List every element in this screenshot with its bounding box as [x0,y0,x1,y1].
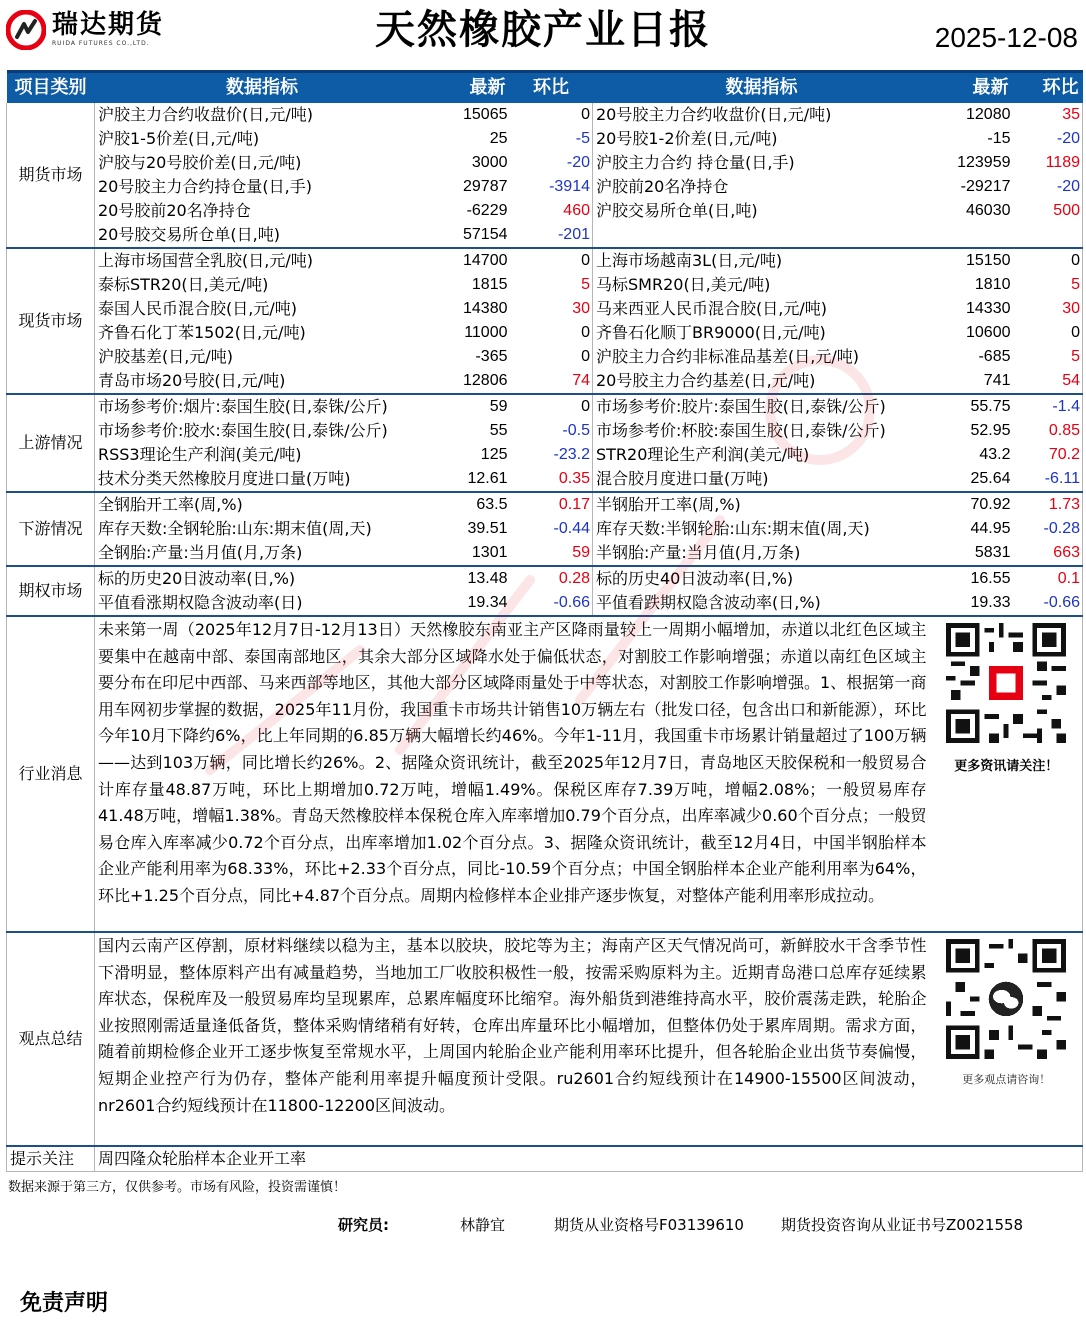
table-row [7,467,1083,492]
report-date: 2025-12-08 [934,22,1078,53]
latest-value-right: 16.55 [970,570,1011,587]
change-value-left: 30 [510,297,593,321]
indicator-name-right: 马来西亚人民币混合胶(日,元/吨) [596,299,827,318]
table-row [7,175,1083,199]
change-value-right: -6.11 [1013,467,1083,492]
change-value-left: 0 [510,248,593,273]
latest-value-right: 46030 [966,202,1011,219]
indicator-name-right: 沪胶前20名净持仓 [596,177,729,196]
indicator-name-left: 20号胶交易所仓单(日,吨) [95,223,430,248]
change-value-left: -23.2 [510,443,593,467]
change-value-right: 500 [1013,199,1083,223]
latest-value-left: 12806 [430,369,510,394]
latest-value-right: 44.95 [970,520,1011,537]
latest-value-right: 55.75 [970,398,1011,415]
indicator-name-left: 沪胶1-5价差(日,元/吨) [98,129,260,148]
table-header-row [7,72,1083,104]
researcher-name: 林静宜 [460,1216,506,1234]
latest-value-left: 125 [480,446,508,463]
latest-value-left: 15065 [463,106,508,123]
indicator-name-left: 20号胶前20名净持仓 [98,201,251,220]
wechat-qr-code-icon [946,939,1066,1059]
company-name-en: RUIDA FUTURES CO.,LTD. [52,40,150,47]
indicator-name-left: 泰标STR20(日,美元/吨) [98,275,269,294]
change-value-left: 0 [510,345,593,369]
table-row [7,103,1083,127]
change-value-right: 0.85 [1013,419,1083,443]
change-value-right: 5 [1013,273,1083,297]
latest-value-left: 11000 [464,324,508,341]
change-value-left: 0.17 [510,492,593,517]
indicator-name-right: 市场参考价:杯胶:泰国生胶(日,泰铢/公斤) [596,421,886,440]
indicator-name-right: 20号胶主力合约基差(日,元/吨) [593,369,931,394]
change-value-right: 70.2 [1013,443,1083,467]
indicator-name-right [593,223,931,248]
latest-value-left: 29787 [463,178,508,195]
latest-value-left: 25 [489,130,508,147]
header-indicator-right: 数据指标 [593,72,931,104]
indicator-name-right: 沪胶交易所仓单(日,吨) [596,201,758,220]
change-value-right: 35 [1013,103,1083,127]
table-row [7,223,1083,248]
table-row [7,127,1083,151]
header-category: 项目类别 [7,72,95,104]
indicator-name-right: 马标SMR20(日,美元/吨) [596,275,771,294]
latest-value-left: 3000 [471,154,508,171]
indicator-name-right: 混合胶月度进口量(万吨) [593,467,931,492]
table-row [7,443,1083,467]
view-summary-cell [95,932,931,1146]
latest-value-right: 52.95 [970,422,1011,439]
indicator-name-left: 全钢胎:产量:当月值(月,万条) [95,541,430,566]
indicator-name-left: 泰国人民币混合胶(日,元/吨) [98,299,297,318]
change-value-left: 0.35 [510,467,593,492]
latest-value-left: 19.34 [430,591,510,616]
indicator-name-right: 平值看跌期权隐含波动率(日,%) [593,591,931,616]
indicator-name-left: 沪胶与20号胶价差(日,元/吨) [98,153,302,172]
header-latest-left: 最新 [430,72,510,104]
consult-cert-number: 期货投资咨询从业证书号Z0021558 [781,1216,1024,1234]
latest-value-left: -365 [475,348,508,365]
data-source-note: 数据来源于第三方，仅供参考。市场有风险，投资需谨慎！ [8,1180,347,1195]
table-row [7,248,1083,273]
table-row [7,199,1083,223]
category-view-summary: 观点总结 [7,932,95,1146]
change-value-left: 0 [510,103,593,127]
table-row [7,517,1083,541]
indicator-name-right: 沪胶主力合约非标准品基差(日,元/吨) [596,347,859,366]
view-summary-text: 国内云南产区停割，原材料继续以稳为主，基本以胶块，胶坨等为主；海南产区天气情况尚可，新鲜胶水干含季节性下滑明显，整体原料产出有减量趋势，当地加工厂收胶积极性一般，按需采购原料为主。近期青岛港口总库存延续累库状态，保税库及一般贸易库均呈现累库，总累库幅度环比缩窄。海外船货到港维持高水平，胶价震荡走跌，轮胎企业按照刚需适量逢低备货，整体采购情绪稍有好转，仓库出库量环比小幅增加，但整体仍处于累库周期。需求方面，随着前期检修企业开工逐步恢复至常规水平，上周国内轮胎企业产能利用率环比提升，但各轮胎企业出货节奏偏慢，短期企业控产行为仍存，整体产能利用率提升幅度预计受限。ru2601合约短线预计在14900-15500区间波动，nr2601合约短线预计在11800-12200区间波动。 [98,936,927,1115]
category-label: 上游情况 [7,394,95,492]
indicator-name-left: 平值看涨期权隐含波动率(日) [95,591,430,616]
change-value-right: -0.66 [1013,591,1083,616]
change-value-left: 59 [510,541,593,566]
indicator-name-right: 20号胶主力合约收盘价(日,元/吨) [596,105,832,124]
change-value-left: -3914 [510,175,593,199]
data-table [6,70,1083,1172]
latest-value-left: 63.5 [476,496,508,513]
change-value-left: -201 [510,223,593,248]
header-latest-right: 最新 [931,72,1013,104]
latest-value-right: -15 [987,130,1011,147]
latest-value-left: 39.51 [467,520,508,537]
latest-value-left: 59 [489,398,508,415]
latest-value-right: 70.92 [970,496,1011,513]
latest-value-right: -29217 [960,178,1011,195]
latest-value-right: 12080 [966,106,1011,123]
latest-value-right: 15150 [966,252,1011,269]
report-header [0,0,1086,66]
indicator-name-left: 市场参考价:烟片:泰国生胶(日,泰铢/公斤) [98,397,388,416]
tips-text: 周四隆众轮胎样本企业开工率 [95,1146,1083,1172]
table-row [7,419,1083,443]
header-indicator-left: 数据指标 [95,72,430,104]
change-value-left: 460 [510,199,593,223]
change-value-right: -20 [1013,127,1083,151]
indicator-name-right: 市场参考价:胶片:泰国生胶(日,泰铢/公斤) [596,397,886,416]
indicator-name-right: 标的历史40日波动率(日,%) [596,569,794,588]
latest-value-left: 55 [489,422,508,439]
change-value-right: 1.73 [1013,492,1083,517]
qr-news-caption: 更多资讯请关注！ [954,759,1059,774]
header-change-left: 环比 [510,72,593,104]
header-change-right: 环比 [1013,72,1083,104]
qualification-number: 期货从业资格号F03139610 [554,1216,744,1234]
change-value-left: -0.44 [510,517,593,541]
industry-news-row [7,616,1083,932]
indicator-name-right: 20号胶1-2价差(日,元/吨) [596,129,778,148]
indicator-name-right: 上海市场越南3L(日,元/吨) [596,251,783,270]
change-value-left: -0.66 [510,591,593,616]
latest-value-right: 741 [931,369,1013,394]
latest-value-right: 19.33 [931,591,1013,616]
latest-value-left: 14700 [463,252,508,269]
table-row [7,492,1083,517]
indicator-name-left: 市场参考价:胶水:泰国生胶(日,泰铢/公斤) [98,421,388,440]
industry-news-text: 未来第一周（2025年12月7日-12月13日）天然橡胶东南亚主产区降雨量较上一周期小幅增加，赤道以北红色区域主要集中在越南中部、泰国南部地区，其余大部分区域降水处于偏低状态，对割胶工作影响增强；赤道以南红色区域主要分布在印尼中西部、马来西部等地区，其他大部分区域降雨量处于中等状态，对割胶工作影响增强。1、根据第一商用车网初步掌握的数据，2025年11月份，我国重卡市场共计销售10万辆左右（批发口径，包含出口和新能源），环比今年10月下降约6%，比上年同期的6.85万辆大幅增长约46%。今年1-11月，我国重卡市场累计销量超过了100万辆——达到103万辆，同比增长约26%。2、据隆众资讯统计，截至2025年12月7日，青岛地区天胶保税和一般贸易合计库存量48.87万吨，环比上期增加0.72万吨，增幅1.49%。保税区库存7.39万吨，增幅2.08%；一般贸易库存41.48万吨，增幅1.38%。青岛天然橡胶样本保税仓库入库率增加0.79个百分点，出库率减少0.60个百分点；一般贸易仓库入库率减少0.72个百分点，出库率增加1.02个百分点。3、据隆众资讯统计，截至12月4日，中国半钢胎样本企业产能利用率为68.33%，环比+2.33个百分点，同比-10.59个百分点；中国全钢胎样本企业产能利用率为64%，环比+1.25个百分点，同比+4.87个百分点。周期内检修样本企业排产逐步恢复，对整体产能利用率形成拉动。 [98,620,927,905]
indicator-name-left: 沪胶主力合约收盘价(日,元/吨) [98,105,313,124]
table-row [7,566,1083,591]
view-summary-row [7,932,1083,1146]
change-value-right [1013,223,1083,248]
category-label: 现货市场 [7,248,95,394]
change-value-right: 5 [1013,345,1083,369]
latest-value-left: 57154 [430,223,510,248]
change-value-left: 74 [510,369,593,394]
change-value-right: -0.28 [1013,517,1083,541]
latest-value-left: 1301 [430,541,510,566]
change-value-right: 54 [1013,369,1083,394]
indicator-name-right: 齐鲁石化顺丁BR9000(日,元/吨) [596,323,826,342]
table-row [7,394,1083,419]
change-value-right: -1.4 [1013,394,1083,419]
industry-news-cell [95,616,931,932]
category-label: 下游情况 [7,492,95,566]
indicator-name-left: 技术分类天然橡胶月度进口量(万吨) [95,467,430,492]
indicator-name-left: 齐鲁石化丁苯1502(日,元/吨) [98,323,306,342]
change-value-right: 0 [1013,248,1083,273]
indicator-name-right: 沪胶主力合约 持仓量(日,手) [596,153,795,172]
table-row [7,369,1083,394]
latest-value-right: 43.2 [979,446,1011,463]
table-row [7,321,1083,345]
table-row [7,297,1083,321]
indicator-name-left: 上海市场国营全乳胶(日,元/吨) [98,251,313,270]
category-industry-news: 行业消息 [7,616,95,932]
latest-value-right: -685 [978,348,1011,365]
latest-value-right: 14330 [966,300,1011,317]
indicator-name-left: 沪胶基差(日,元/吨) [98,347,233,366]
researcher-label: 研究员: [338,1216,389,1234]
qr-code-icon [946,623,1066,743]
company-name-cn: 瑞达期货 [52,10,165,40]
latest-value-right: 1810 [974,276,1011,293]
qr-view-cell [931,932,1083,1146]
change-value-left: 0 [510,321,593,345]
table-row [7,273,1083,297]
latest-value-left: 12.61 [430,467,510,492]
latest-value-right: 123959 [957,154,1011,171]
indicator-name-left: 全钢胎开工率(周,%) [98,495,243,514]
latest-value-right: 25.64 [931,467,1013,492]
latest-value-right: 5831 [931,541,1013,566]
tips-row [7,1146,1083,1172]
latest-value-left: 14380 [463,300,508,317]
indicator-name-left: 20号胶主力合约持仓量(日,手) [98,177,312,196]
latest-value-left: -6229 [466,202,508,219]
table-row [7,541,1083,566]
table-row [7,345,1083,369]
qr-view-caption: 更多观点请咨询！ [962,1073,1051,1086]
indicator-name-left: 标的历史20日波动率(日,%) [98,569,296,588]
change-value-left: -0.5 [510,419,593,443]
disclaimer-title: 免责声明 [20,1291,109,1316]
change-value-left: 0 [510,394,593,419]
category-tips: 提示关注 [7,1146,95,1172]
change-value-left: -20 [510,151,593,175]
change-value-right: 0 [1013,321,1083,345]
change-value-left: 0.28 [510,566,593,591]
change-value-left: 5 [510,273,593,297]
latest-value-right [931,223,1013,248]
change-value-right: -20 [1013,175,1083,199]
latest-value-right: 10600 [966,324,1011,341]
table-row [7,151,1083,175]
indicator-name-right: 半钢胎:产量:当月值(月,万条) [593,541,931,566]
category-label: 期货市场 [7,103,95,248]
indicator-name-left: 青岛市场20号胶(日,元/吨) [95,369,430,394]
indicator-name-left: RSS3理论生产利润(美元/吨) [98,445,302,464]
latest-value-left: 1815 [471,276,508,293]
category-label: 期权市场 [7,566,95,616]
change-value-right: 0.1 [1013,566,1083,591]
indicator-name-left: 库存天数:全钢轮胎:山东:期末值(周,天) [98,519,372,538]
report-title: 天然橡胶产业日报 [375,7,711,53]
table-row [7,591,1083,616]
indicator-name-right: 库存天数:半钢轮胎:山东:期末值(周,天) [596,519,870,538]
indicator-name-right: 半钢胎开工率(周,%) [596,495,741,514]
latest-value-left: 13.48 [467,570,508,587]
change-value-right: 663 [1013,541,1083,566]
change-value-right: 1189 [1013,151,1083,175]
indicator-name-right: STR20理论生产利润(美元/吨) [596,445,810,464]
qr-news-cell [931,616,1083,932]
change-value-right: 30 [1013,297,1083,321]
change-value-left: -5 [510,127,593,151]
